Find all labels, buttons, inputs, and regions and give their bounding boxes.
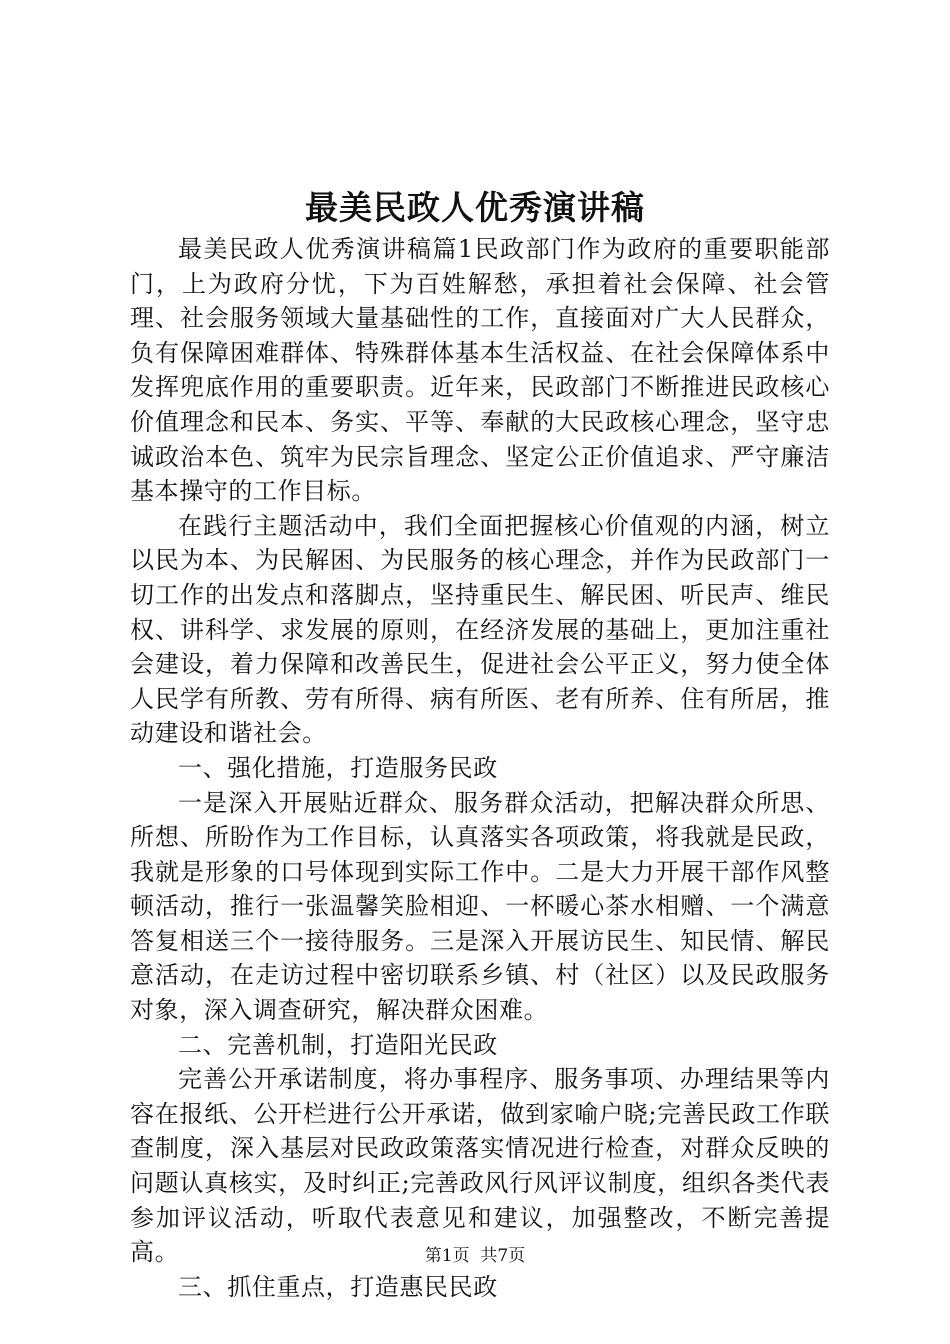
paragraph-intro: 最美民政人优秀演讲稿篇1民政部门作为政府的重要职能部门，上为政府分忧，下为百姓解愁，承担着社会保障、社会管理、社会服务领域大量基础性的工作，直接面对广大人民群众，负有保障困难群体、特殊群体基本生活权益、在社会保障体系中发挥兜底作用的重要职责。近年来，民政部门不断推进民政核心价值理念和民本、务实、平等、奉献的大民政核心理念，坚守忠诚政治本色、筑牢为民宗旨理念、坚定公正价值追求、严守廉洁基本操守的工作目标。 — [130, 235, 830, 506]
document-title: 最美民政人优秀演讲稿 — [305, 188, 645, 227]
paragraph-practice: 在践行主题活动中，我们全面把握核心价值观的内涵，树立以民为本、为民解困、为民服务的核心理念，并作为民政部门一切工作的出发点和落脚点，坚持重民生、解民困、听民声、维民权、讲科学、求发展的原则，在经济发展的基础上，更加注重社会建设，着力保障和改善民生，促进社会公平正义，努力使全体人民学有所教、劳有所得、病有所医、老有所养、住有所居，推动建设和谐社会。 — [130, 511, 830, 748]
paragraph-section-1: 一是深入开展贴近群众、服务群众活动，把解决群众所思、所想、所盼作为工作目标，认真落实各项政策，将我就是民政，我就是形象的口号体现到实际工作中。二是大力开展干部作风整顿活动，推行一张温馨笑脸相迎、一杯暖心茶水相赠、一个满意答复相送三个一接待服务。三是深入开展访民生、知民情、解民意活动，在走访过程中密切联系乡镇、村（社区）以及民政服务对象，深入调查研究，解决群众困难。 — [130, 788, 830, 1025]
document-body — [130, 232, 830, 1304]
section-heading-1: 一、强化措施，打造服务民政 — [178, 753, 498, 782]
paragraph-section-2: 完善公开承诺制度，将办事程序、服务事项、办理结果等内容在报纸、公开栏进行公开承诺，做到家喻户晓;完善民政工作联查制度，深入基层对民政政策落实情况进行检查，对群众反映的问题认真核实，及时纠正;完善政风行风评议制度，组织各类代表参加评议活动，听取代表意见和建议，加强整改，不断完善提高。 — [130, 1065, 830, 1267]
page-number: 第1页 共7页 — [424, 1246, 526, 1266]
page-footer — [0, 1244, 950, 1268]
section-heading-3: 三、抓住重点，打造惠民民政 — [178, 1272, 498, 1301]
section-heading-2: 二、完善机制，打造阳光民政 — [178, 1030, 498, 1059]
